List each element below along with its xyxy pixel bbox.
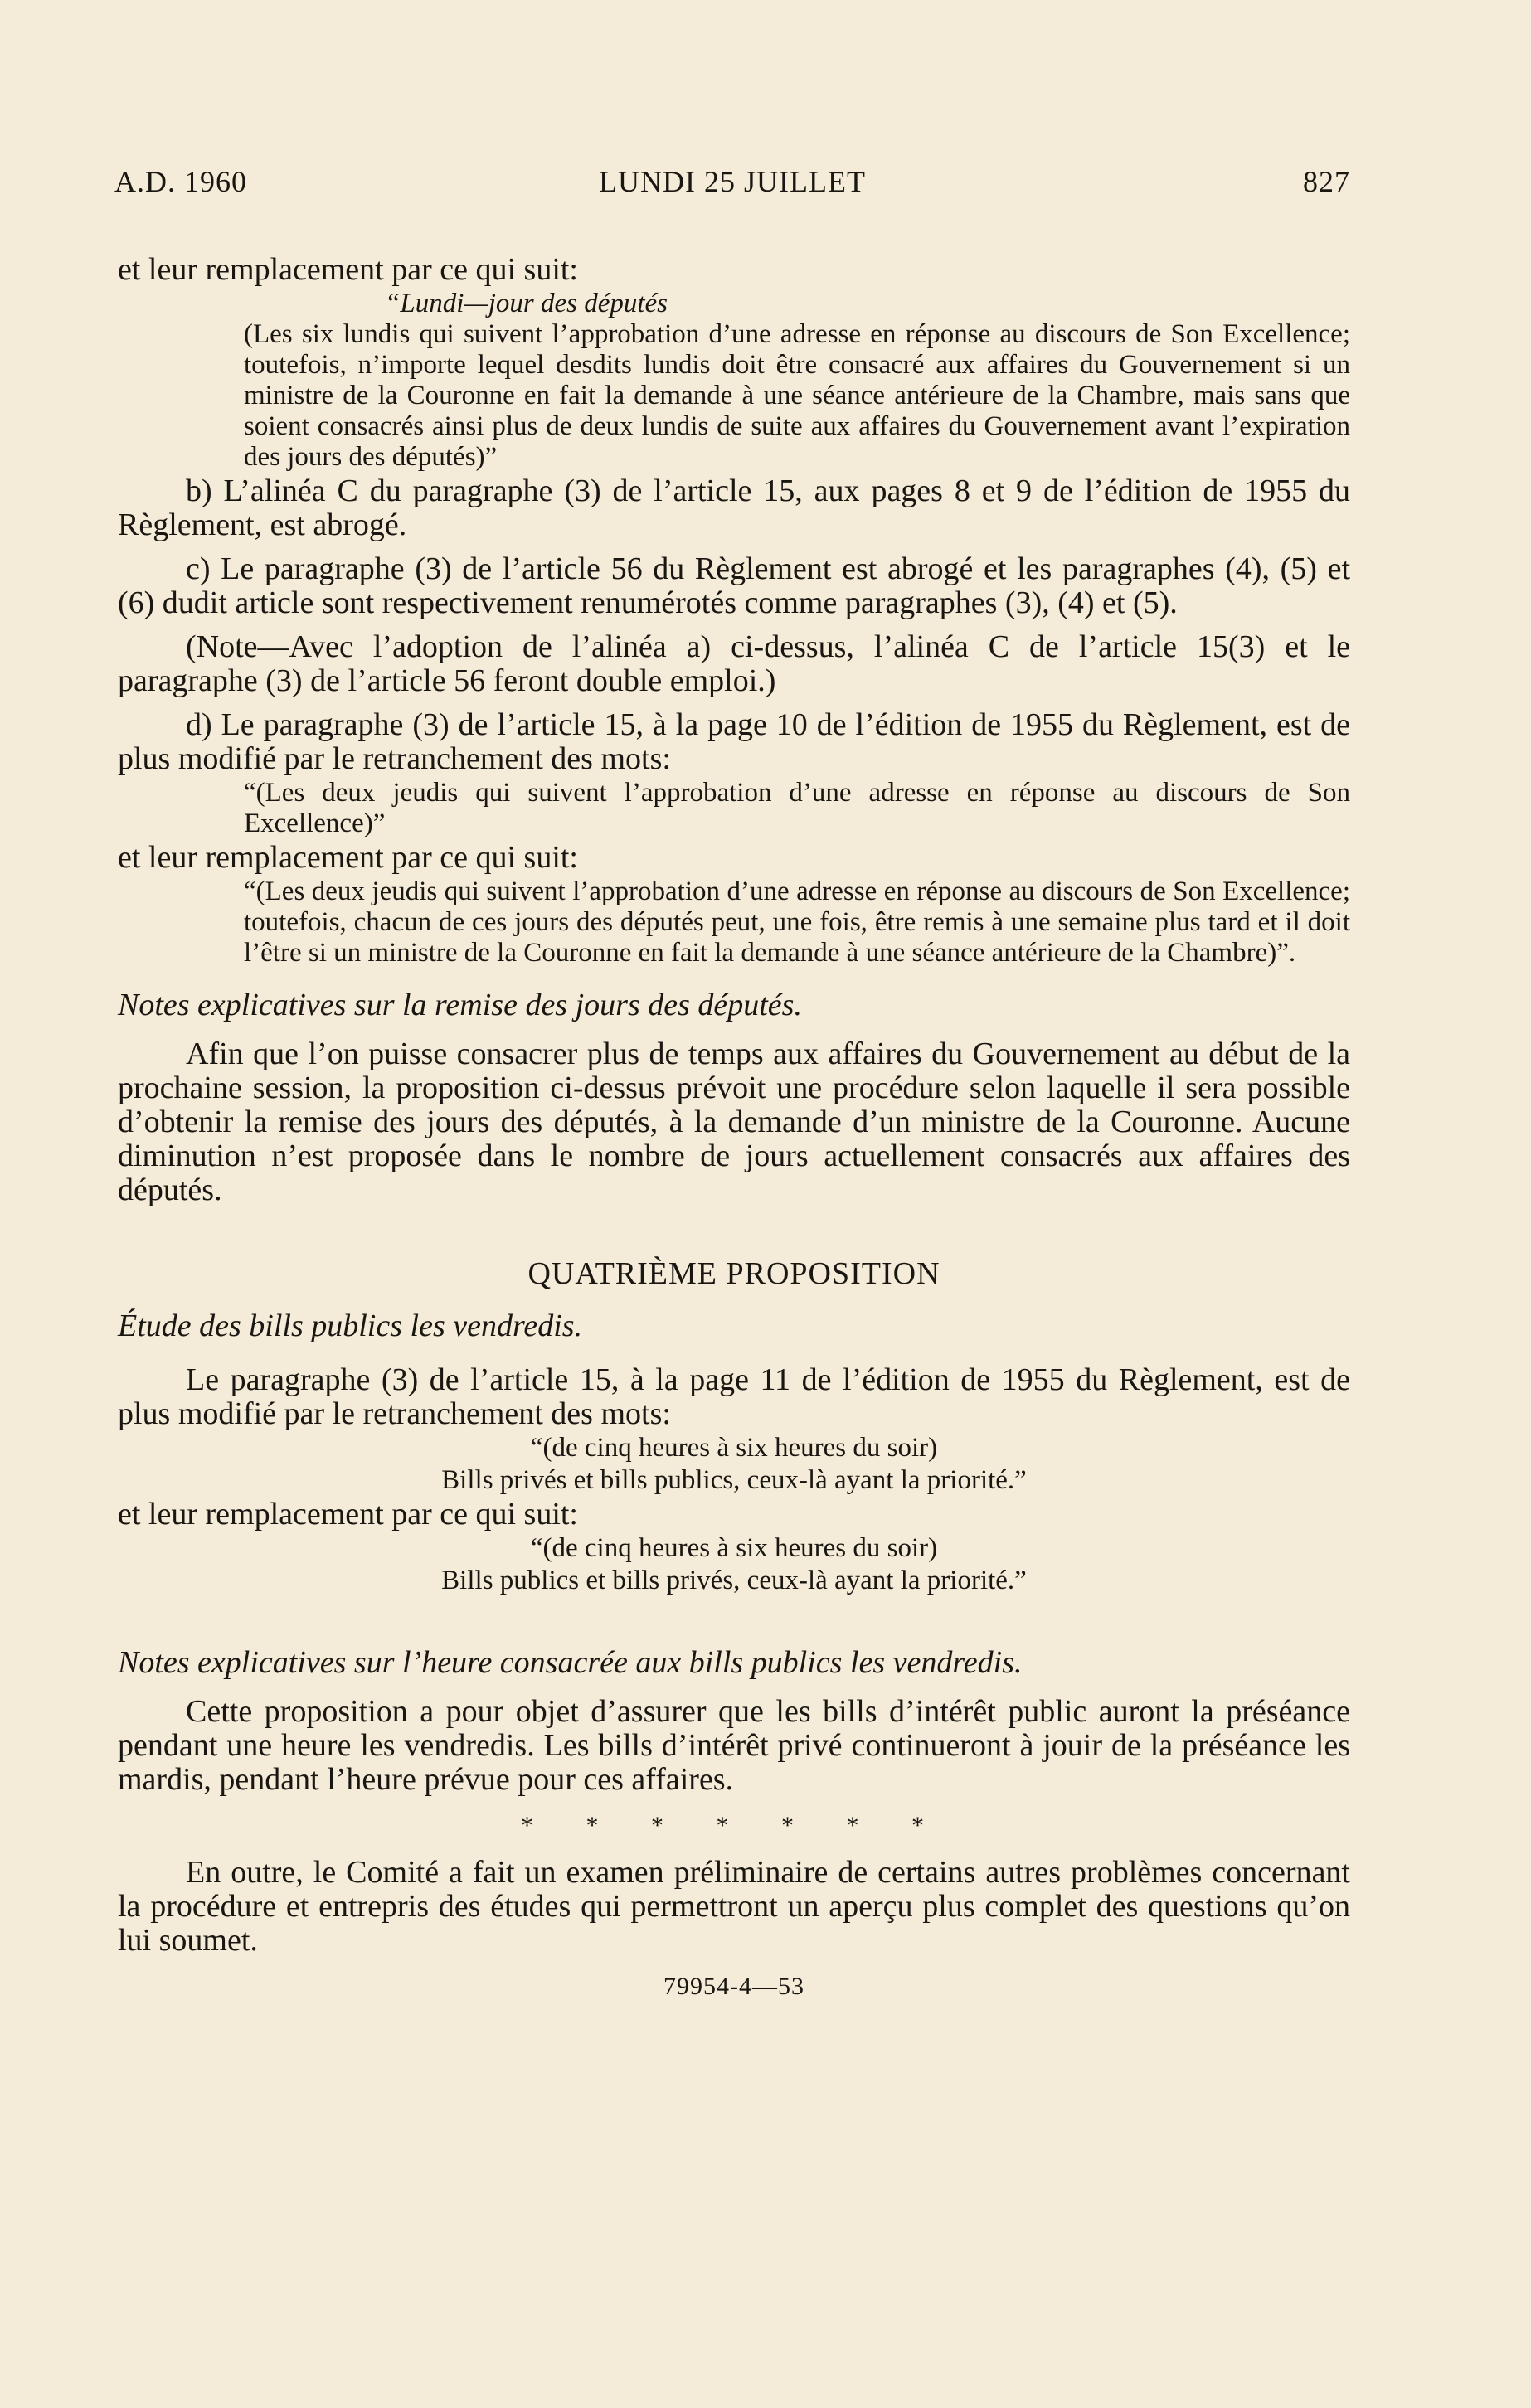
quote-bills-new-1: “(de cinq heures à six heures du soir) <box>530 1533 938 1563</box>
quote-lundi-body: (Les six lundis qui suivent l’approbation d’une adresse en réponse au discours de Son Excellence; toutefois, n’importe lequel desdits lundis doit être consacré aux affaires du Gouvernement si un ministre de la Couronne en fait la demande à une séance antérieure de la Chambre, mais sans que soient consacrés ainsi plus de deux lundis de suite aux affaires du Gouvernement avant l’expiration des jours des députés)” <box>244 319 1350 472</box>
section-subtitle: Étude des bills publics les vendredis. <box>118 1308 583 1343</box>
quote-jeudis-new: “(Les deux jeudis qui suivent l’approbation d’une adresse en réponse au discours de Son Excellence; toutefois, chacun de ces jours des députés peut, une fois, être remis à une semaine plus tard et il doit l’être si un ministre de la Couronne en fait la demande à une séance antérieure de la Chambre)”. <box>244 876 1350 968</box>
quote-bills-old-2: Bills privés et bills publics, ceux-là ayant la priorité.” <box>441 1465 1027 1495</box>
section-paragraph: Le paragraphe (3) de l’article 15, à la page 11 de l’édition de 1955 du Règlement, est de plus modifié par le retranchement des mots: <box>118 1362 1350 1431</box>
notes-heading-1: Notes explicatives sur la remise des jours des députés. <box>118 988 802 1022</box>
quote-bills-old-1: “(de cinq heures à six heures du soir) <box>530 1433 938 1463</box>
header-date: LUNDI 25 JUILLET <box>599 165 866 198</box>
header-page-number: 827 <box>1303 165 1350 198</box>
quote-jeudis-old: “(Les deux jeudis qui suivent l’approbation d’une adresse en réponse au discours de Son Excellence)” <box>244 778 1350 838</box>
section-title: QUATRIÈME PROPOSITION <box>527 1256 940 1291</box>
replace-line-2: et leur remplacement par ce qui suit: <box>118 840 578 875</box>
paragraph-c: c) Le paragraphe (3) de l’article 56 du Règlement est abrogé et les paragraphes (4), (5) et (6) dudit article sont respectivement renumérotés comme paragraphes (3), (4) et (5). <box>118 551 1350 620</box>
paragraph-b: b) L’alinéa C du paragraphe (3) de l’article 15, aux pages 8 et 9 de l’édition de 1955 du Règlement, est abrogé. <box>118 473 1350 542</box>
intro-line: et leur remplacement par ce qui suit: <box>118 252 578 287</box>
paragraph-d: d) Le paragraphe (3) de l’article 15, à la page 10 de l’édition de 1955 du Règlement, est de plus modifié par le retranchement des mots: <box>118 707 1350 776</box>
closing-paragraph: En outre, le Comité a fait un examen préliminaire de certains autres problèmes concernant la procédure et entrepris des études qui permettront un aperçu plus complet des questions qu’on lui soumet. <box>118 1855 1350 1958</box>
footer-print-code: 79954-4—53 <box>663 1973 804 2000</box>
paragraph-note: (Note—Avec l’adoption de l’alinéa a) ci-dessus, l’alinéa C de l’article 15(3) et le paragraphe (3) de l’article 56 feront double emploi.) <box>118 629 1350 698</box>
page-body <box>118 253 1350 2003</box>
quote-bills-new-2: Bills publics et bills privés, ceux-là ayant la priorité.” <box>441 1566 1027 1595</box>
notes-body-1: Afin que l’on puisse consacrer plus de temps aux affaires du Gouvernement au début de la prochaine session, la proposition ci-dessus prévoit une procédure selon laquelle il sera possible d’obtenir la remise des jours des députés, à la demande d’un ministre de la Couronne. Aucune diminution n’est proposée dans le nombre de jours actuellement consacrés aux affaires des députés. <box>118 1037 1350 1207</box>
quote-lundi <box>244 289 1350 473</box>
section-separator-stars: * * * * * * * <box>521 1812 947 1839</box>
header-year: A.D. 1960 <box>114 165 247 198</box>
notes-heading-2: Notes explicatives sur l’heure consacrée aux bills publics les vendredis. <box>118 1645 1023 1680</box>
replace-line-3: et leur remplacement par ce qui suit: <box>118 1497 578 1532</box>
notes-body-2: Cette proposition a pour objet d’assurer que les bills d’intérêt public auront la préséance pendant une heure les vendredis. Les bills d’intérêt privé continueront à jouir de la préséance les mardis, pendant l’heure prévue pour ces affaires. <box>118 1694 1350 1797</box>
page-header <box>114 164 1350 214</box>
quote-lundi-title: “Lundi—jour des députés <box>385 289 668 318</box>
